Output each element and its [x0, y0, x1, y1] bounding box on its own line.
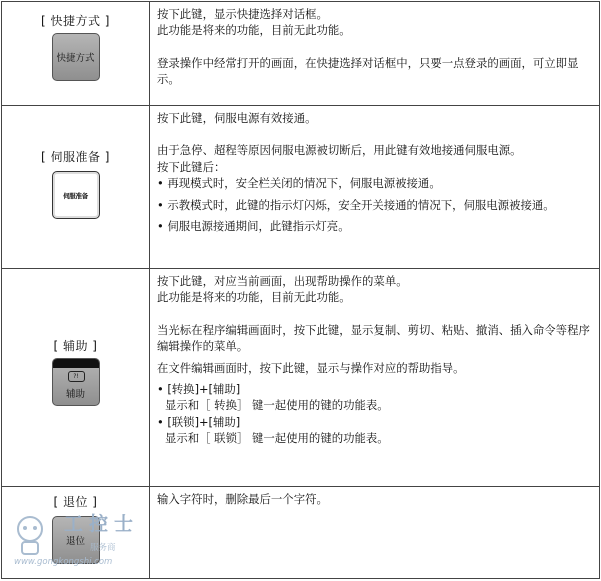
desc-line: 在文件编辑画面时，按下此键，显示与操作对应的帮助指导。	[157, 360, 465, 375]
button-text: 伺服准备	[63, 191, 88, 200]
help-key-button	[52, 358, 100, 406]
description-cell	[150, 106, 600, 269]
bullet-item: • 示教模式时，此键的指示灯闪烁，安全开关接通的情况下，伺服电源被接通。	[157, 197, 555, 212]
key-cell	[2, 269, 150, 487]
desc-line: 按下此键，对应当前画面，出现帮助操作的菜单。	[157, 274, 408, 288]
key-label: [ 快捷方式 ]	[41, 14, 110, 28]
question-bubble-icon: ?!	[68, 371, 85, 382]
desc-line: 由于急停、超程等原因伺服电源被切断后，用此键有效地接通伺服电源。	[157, 143, 522, 158]
key-function-table	[1, 1, 600, 579]
backspace-key-button	[52, 516, 100, 564]
watermark-url: www.gongkongshi.com	[14, 557, 113, 567]
desc-line: 此功能是将来的功能，目前无此功能。	[157, 23, 351, 38]
button-text: 辅助	[65, 389, 85, 400]
desc-line: 按下此键，显示快捷选择对话框。	[157, 7, 328, 21]
key-label: [ 退位 ]	[53, 495, 98, 509]
description-cell	[150, 487, 600, 579]
table-row	[2, 269, 600, 487]
table-row	[2, 2, 600, 106]
desc-line: 此功能是将来的功能，目前无此功能。	[157, 290, 351, 305]
desc-line: 输入字符时，删除最后一个字符。	[157, 492, 328, 506]
watermark-subtitle: 服务商	[90, 543, 116, 553]
description-cell	[150, 269, 600, 487]
table-row	[2, 106, 600, 269]
desc-line: 按下此键，伺服电源有效接通。	[157, 111, 317, 125]
servo-on-key-button	[52, 171, 100, 219]
key-label: [ 伺服准备 ]	[41, 150, 110, 164]
key-cell	[2, 2, 150, 106]
desc-line: 登录操作中经常打开的画面，在快捷选择对话框中，只要一点登录的画面，可立即显示。	[157, 55, 579, 87]
key-cell	[2, 106, 150, 269]
desc-line: 按下此键后：	[157, 159, 226, 174]
combo-key: • [联锁]+[辅助]	[157, 414, 241, 429]
bullet-item: • 伺服电源接通期间，此键指示灯亮。	[157, 219, 350, 234]
description-cell	[150, 2, 600, 106]
bullet-item: • 再现模式时，安全栏关闭的情况下，伺服电源被接通。	[157, 176, 441, 191]
key-label: [ 辅助 ]	[53, 339, 98, 353]
combo-desc: 显示和［ 联锁］ 键一起使用的键的功能表。	[165, 431, 389, 446]
key-cell	[2, 487, 150, 579]
combo-key: • [转换]+[辅助]	[157, 382, 241, 397]
desc-line: 当光标在程序编辑画面时，按下此键，显示复制、剪切、粘贴、撤消、插入命令等程序编辑操作的菜单。	[157, 322, 590, 354]
button-text: 退位	[65, 536, 85, 547]
table-row	[2, 487, 600, 579]
watermark-title: 工控士	[64, 513, 140, 535]
button-text: 快捷方式	[56, 53, 95, 64]
shortcut-key-button	[52, 33, 100, 81]
combo-desc: 显示和［ 转换］ 键一起使用的键的功能表。	[165, 398, 389, 413]
